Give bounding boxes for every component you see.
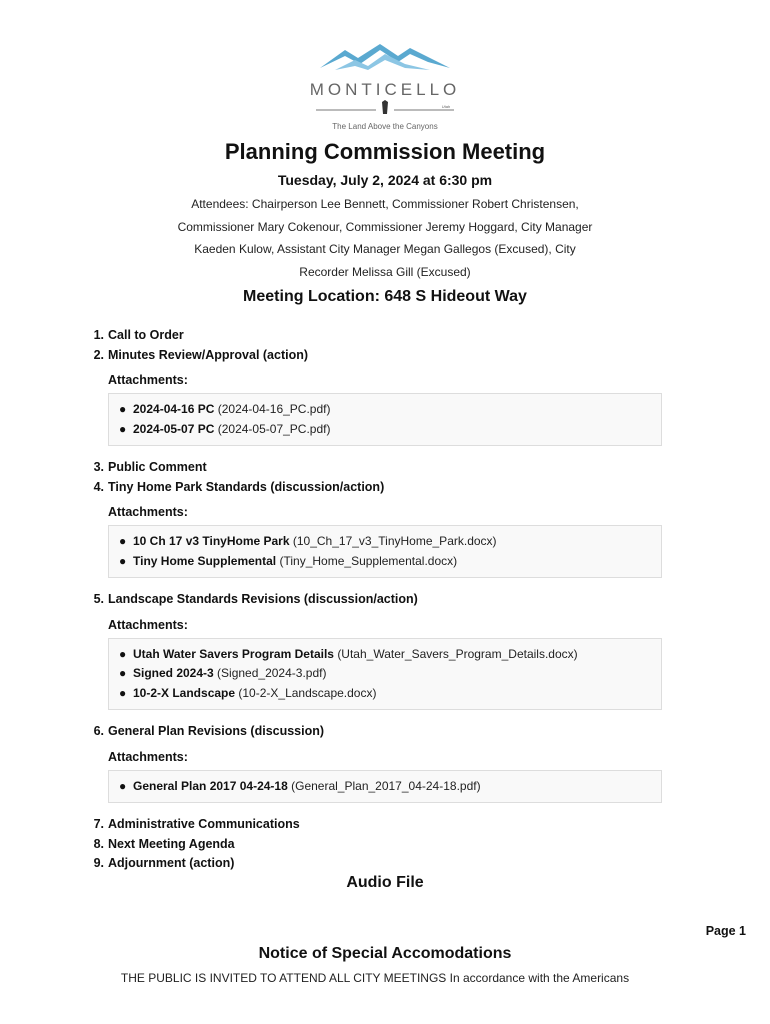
bullet-icon: ● <box>119 402 127 416</box>
attachment-name[interactable]: Tiny Home Supplemental <box>133 553 277 568</box>
attachment-file: (Signed_2024-3.pdf) <box>217 666 327 680</box>
bullet-icon: ● <box>119 778 127 793</box>
bullet-icon: ● <box>119 553 127 568</box>
attachment-file: (Utah_Water_Savers_Program_Details.docx) <box>337 646 578 661</box>
agenda-item-number: 5. <box>93 592 104 606</box>
meeting-location: Meeting Location: 648 S Hideout Way <box>243 288 527 305</box>
attachment-file: (2024-04-16_PC.pdf) <box>217 402 331 416</box>
agenda-item-number: 9. <box>93 856 104 870</box>
attachment-item[interactable] <box>109 684 661 704</box>
bullet-icon: ● <box>119 421 127 436</box>
agenda-item <box>90 346 670 366</box>
agenda-item-text: Administrative Communications <box>108 817 300 831</box>
attachment-name[interactable]: 2024-05-07 PC <box>133 421 215 436</box>
agenda-item <box>90 326 670 346</box>
agenda-item <box>90 478 670 498</box>
bullet-icon: ● <box>119 646 127 661</box>
attachments-label: Attachments: <box>108 749 188 764</box>
attachments-label: Attachments: <box>108 617 188 632</box>
page-title: Planning Commission Meeting <box>224 139 546 164</box>
attachment-name[interactable]: Utah Water Savers Program Details <box>133 646 334 661</box>
attendees-text: Attendees: Chairperson Lee Bennett, Commissioner Robert Christensen, Commissioner Mary Cokenour, Commissioner Jeremy Hoggard, City Manager Kaeden Kulow, Assistant City Manager Megan Gallegos (Excused), City Recorder Melissa Gill (Excused) <box>177 197 593 279</box>
agenda-item-text: Landscape Standards Revisions (discussion/action) <box>108 592 418 606</box>
attachment-name[interactable]: 2024-04-16 PC <box>133 402 215 416</box>
attachment-item[interactable] <box>109 645 661 665</box>
city-logo <box>310 40 460 136</box>
attachments-label: Attachments: <box>108 505 188 519</box>
attachments-box <box>108 525 662 578</box>
agenda-item <box>90 815 670 835</box>
agenda-item-number: 1. <box>93 328 104 342</box>
agenda-item <box>90 854 670 874</box>
agenda-item <box>90 590 670 610</box>
agenda-item <box>90 458 670 478</box>
attachment-name[interactable]: 10 Ch 17 v3 TinyHome Park <box>133 534 290 548</box>
attachments-box <box>108 393 662 446</box>
page-number: Page 1 <box>705 924 746 938</box>
agenda-item-text: Next Meeting Agenda <box>108 836 235 851</box>
mountain-logo-icon <box>310 40 460 136</box>
attachments-label: Attachments: <box>108 373 188 387</box>
bullet-icon: ● <box>119 534 127 548</box>
agenda-item-number: 6. <box>93 724 104 738</box>
agenda-item-number: 8. <box>93 836 104 851</box>
attachment-file: (10-2-X_Landscape.docx) <box>238 685 377 700</box>
bullet-icon: ● <box>119 666 127 680</box>
agenda-list <box>90 326 670 874</box>
attachment-item[interactable] <box>109 664 661 684</box>
attachment-item[interactable] <box>109 552 661 572</box>
agenda-item-number: 3. <box>93 460 104 474</box>
attachment-name[interactable]: General Plan 2017 04-24-18 <box>133 778 288 793</box>
audio-file-link[interactable]: Audio File <box>346 874 424 891</box>
notice-text: THE PUBLIC IS INVITED TO ATTEND ALL CITY MEETINGS In accordance with the Americans <box>120 971 630 985</box>
attachment-file: (2024-05-07_PC.pdf) <box>217 421 331 436</box>
logo-tagline: The Land Above the Canyons <box>332 122 438 131</box>
agenda-item-text: Adjournment (action) <box>108 856 235 870</box>
attachment-file: (Tiny_Home_Supplemental.docx) <box>279 553 458 568</box>
attachment-item[interactable] <box>109 777 661 797</box>
agenda-item-text: Call to Order <box>108 328 184 342</box>
agenda-item-text: General Plan Revisions (discussion) <box>108 724 325 738</box>
agenda-item-text: Public Comment <box>108 460 207 474</box>
attachment-file: (10_Ch_17_v3_TinyHome_Park.docx) <box>292 534 497 548</box>
agenda-item-number: 7. <box>93 817 104 831</box>
attachment-item[interactable] <box>109 400 661 420</box>
logo-figure-shape <box>382 100 388 114</box>
agenda-item-number: 2. <box>93 347 104 362</box>
agenda-item-text: Tiny Home Park Standards (discussion/action) <box>108 479 385 494</box>
agenda-item <box>90 835 670 855</box>
attachment-item[interactable] <box>109 532 661 552</box>
attachment-file: (General_Plan_2017_04-24-18.pdf) <box>291 778 481 793</box>
attachments-box <box>108 770 662 804</box>
attachment-name[interactable]: 10-2-X Landscape <box>133 685 236 700</box>
agenda-item-text: Minutes Review/Approval (action) <box>108 347 309 362</box>
attachment-name[interactable]: Signed 2024-3 <box>133 666 214 680</box>
notice-title: Notice of Special Accomodations <box>258 945 512 962</box>
agenda-item <box>90 722 670 742</box>
attachment-item[interactable] <box>109 420 661 440</box>
attachments-box <box>108 638 662 711</box>
meeting-date: Tuesday, July 2, 2024 at 6:30 pm <box>277 172 493 188</box>
logo-wordmark: MONTICELLO <box>310 80 460 99</box>
bullet-icon: ● <box>119 685 127 700</box>
agenda-item-number: 4. <box>93 479 104 494</box>
logo-state: Utah <box>441 104 451 109</box>
